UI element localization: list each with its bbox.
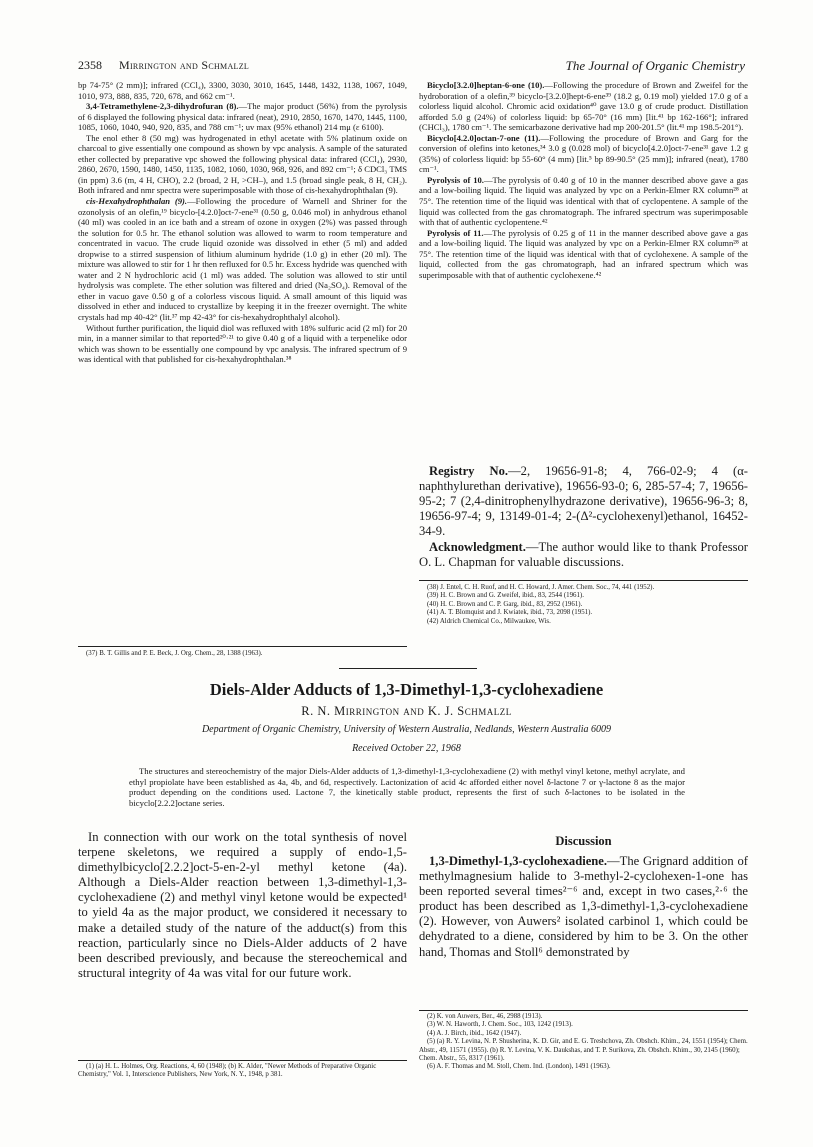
registry-heading: Registry No. (429, 464, 509, 478)
received-date: Received October 22, 1968 (352, 743, 461, 754)
paragraph: 3,4-Tetramethylene-2,3-dihydrofuran (8).—The major product (56%) from the pyrolysis of 6 displayed the following physical data: infrared (neat), 2910, 2850, 1670, 1470, 1445, 1100, 1085, 1060, 1040, 940, 920, 835, and 788 cm⁻¹; uv max (95% ethanol) 214 mμ (ε 6100). (78, 101, 407, 133)
footnote: (6) A. F. Thomas and M. Stoll, Chem. Ind. (London), 1491 (1963). (427, 1063, 611, 1071)
affiliation: Department of Organic Chemistry, University of Western Australia, Nedlands, Western Australia 6009 (201, 724, 612, 735)
footnote: (38) J. Entel, C. H. Ruof, and H. C. Howard, J. Amer. Chem. Soc., 74, 441 (1952). (427, 584, 655, 591)
paragraph: cis-Hexahydrophthalan (9).—Following the procedure of Warnell and Shriner for the ozonolysis of an olefin,¹⁹ bicyclo-[4.2.0]oct-7-ene³¹ (0.50 g, 0.046 mol) in anhydrous ethanol (40 ml) was cooled in an ice bath and a stream of ozone in oxygen (2%) was passed through the solution for 0.5 hr. The ethanol solution was allowed to warm to room temperature and concentrated in vacuo. The crude liquid ozonide was dissolved in ether (5 ml) and added dropwise to a stirred suspension of lithium aluminum hydride (1.0 g) in ether (20 ml). The mixture was allowed to stir for 1 hr then refluxed for 0.5 hr. Excess hydride was quenched with water and 2 N hydrochloric acid (1 ml) was added. The solution was allowed to stir until hydrolysis was complete. The ether solution was filtered and dried (Na₂SO₄). Removal of the ether in vacuo gave 0.50 g of a colorless viscous liquid. A small amount of this liquid was dissolved in ether and induced to crystallize by keeping it in the freezer overnight. The white crystals had mp 40-42° (lit.³⁷ mp 42-43° for cis-hexahydrophthalyl alcohol). (78, 196, 407, 323)
acknowledgment-heading: Acknowledgment. (429, 540, 526, 554)
running-authors: Mirrington and Schmalzl (119, 58, 250, 72)
discussion-subheading: 1,3-Dimethyl-1,3-cyclohexadiene. (429, 854, 608, 868)
footnote-divider (78, 1060, 407, 1061)
paragraph-heading: 3,4-Tetramethylene-2,3-dihydrofuran (8). (86, 101, 239, 112)
acknowledgment: Acknowledgment.—The author would like to thank Professor O. L. Chapman for valuable discussions. (419, 540, 748, 570)
discussion-heading: Discussion (555, 834, 612, 848)
paragraph: 1,3-Dimethyl-1,3-cyclohexadiene.—The Grignard addition of methylmagnesium halide to 3-methyl-2-cyclohexen-1-one has been reported several times²⁻⁶ and, except in two cases,²·⁶ the product has been described as 1,3-dimethyl-1,3-cyclohexadiene (2). However, von Auwers² isolated carbinol 1, which could be dehydrated to a diene, considered by him to be 3. On the other hand, Thomas and Stoll⁶ demonstrated by (419, 854, 748, 959)
abstract: The structures and stereochemistry of the major Diels-Alder adducts of 1,3-dimethyl-1,3-cyclohexadiene (2) with methyl vinyl ketone, methyl acrylate, and ethyl propiolate have been established as 4a, 4b, and 6d, respectively. Lactonization of acid 4c afforded either novel δ-lactone 7 or γ-lactone 8 as the major product depending on the conditions used. Lactone 7, the kinetically stable product, represents the first of such δ-lactones to be isolated in the bicyclo[2.2.2]octane series. (129, 766, 685, 808)
footnote-divider (78, 646, 407, 647)
footnote: (39) H. C. Brown and G. Zweifel, ibid., 83, 2544 (1961). (427, 592, 584, 600)
paragraph-heading: Pyrolysis of 11. (427, 227, 484, 238)
paragraph: Bicyclo[4.2.0]octan-7-one (11).—Following the procedure of Brown and Garg for the conversion of olefins into ketones,³⁴ 3.0 g (0.028 mol) of bicyclo[4.2.0]oct-7-ene³¹ gave 1.2 g (35%) of colorless liquid: bp 55-60° (4 mm) [lit.⁵ bp 89-90.5° (25 mm)]; infrared (neat), 1780 cm⁻¹. (419, 132, 748, 175)
running-journal: The Journal of Organic Chemistry (565, 58, 745, 73)
article-title: Diels-Alder Adducts of 1,3-Dimethyl-1,3-cyclohexadiene (209, 680, 604, 699)
paragraph: The enol ether 8 (50 mg) was hydrogenated in ethyl acetate with 5% platinum oxide on charcoal to give essentially one compound as shown by vpc analysis. A sample of the saturated ether collected by preparative vpc showed the following physical data: infrared (CCl₄), 2930, 2860, 2670, 1590, 1480, 1450, 1135, 1082, 1060, 1030, 968, 926, and 892 cm⁻¹; δ CDCl₃ TMS (in ppm) 3.6 (m, 4 H, CHO), 2.2 (broad, 2 H, >CH–), and 1.5 (broad single peak, 8 H, CH₂). Both infrared and nmr spectra were superimposable with those of cis-hexahydrophthalan (9). (78, 132, 407, 196)
article-separator (339, 668, 477, 669)
footnote-divider (419, 580, 748, 581)
article-authors: R. N. Mirrington and K. J. Schmalzl (301, 704, 512, 718)
footnotes-discussion (419, 1013, 748, 1072)
paragraph-heading: Bicyclo[4.2.0]octan-7-one (11). (427, 132, 541, 143)
footnote: (5) (a) R. Y. Levina, N. P. Shusherina, K. D. Gir, and E. G. Treshchova, Zh. Obshch. Khim., 24, 1551 (1954); Chem. Abstr., 49, 11571 (1955). (b) R. Y. Levina, V. K. Daukshas, and T. P. Surikova, Zh. Obshch. Khim., 30, 2145 (1960); Chem. Abstr., 55, 8317 (1961). (419, 1038, 748, 1063)
discussion (419, 854, 748, 960)
paragraph: Pyrolysis of 10.—The pyrolysis of 0.40 g of 10 in the manner described above gave a gas and a low-boiling liquid. The liquid was analyzed by vpc on a Perkin-Elmer RX column²⁸ at 75°. The retention time of the liquid was identical with that of cyclopentene. A sample of the liquid was collected from the gas chromatograph. The infrared spectrum was superimposable with that of authentic cyclopentene.⁴² (419, 174, 748, 228)
page-number: 2358 (78, 58, 102, 72)
footnote: (1) (a) H. L. Holmes, Org. Reactions, 4, 60 (1948); (b) K. Alder, "Newer Methods of Preparative Organic Chemistry," Vol. 1, Interscience Publishers, New York, N. Y., 1948, p 381. (78, 1063, 377, 1079)
paragraph-heading: Bicyclo[3.2.0]heptan-6-one (10). (427, 80, 545, 90)
paragraph: In connection with our work on the total synthesis of novel terpene skeletons, we required a supply of endo-1,5-dimethylbicyclo[2.2.2]oct-5-en-2-yl methyl ketone (4a). Although a Diels-Alder reaction between 1,3-dimethyl-1,3-cyclohexadiene (2) and methyl vinyl ketone would be expected¹ to yield 4a as the major product, we considered it necessary to make a detailed study of the nature of the adduct(s) from this reaction, particularly since no Diels-Alder adducts of 2 have been described previously, and because the stereochemical and structural integrity of 4a was vital for our future work. (78, 830, 407, 980)
footnote: (4) A. J. Birch, ibid., 1642 (1947). (427, 1029, 522, 1037)
paragraph-heading: cis-Hexahydrophthalan (9). (86, 196, 188, 207)
paragraph: Without further purification, the liquid diol was refluxed with 18% sulfuric acid (2 ml) for 20 min, in a manner similar to that reported²⁰·²¹ to give 0.40 g of a liquid with a terpenelike odor which was shown to be essentially one compound by vpc analysis. The infrared spectrum of 9 was identical with that published for cis-hexahydrophthalan.³⁸ (78, 322, 407, 365)
footnote: (37) B. T. Gillis and P. E. Beck, J. Org. Chem., 28, 1388 (1963). (86, 650, 263, 657)
footnote: (42) Aldrich Chemical Co., Milwaukee, Wis. (427, 617, 551, 625)
footnote: (41) A. T. Blomquist and J. Kwiatek, ibid., 73, 2098 (1951). (427, 609, 593, 617)
footnote: (40) H. C. Brown and C. P. Garg, ibid., 83, 2952 (1961). (427, 600, 583, 608)
footnotes-right (419, 584, 748, 626)
paragraph-heading: Pyrolysis of 10. (427, 174, 484, 185)
footnote: (3) W. N. Haworth, J. Chem. Soc., 103, 1242 (1913). (427, 1021, 573, 1029)
paragraph: Bicyclo[3.2.0]heptan-6-one (10).—Following the procedure of Brown and Zweifel for the hydroboration of a olefin,³⁹ bicyclo-[3.2.0]hept-6-ene³⁹ (18.2 g, 0.19 mol) yielded 17.0 g of a colorless liquid alcohol. Chromic acid oxidation⁴⁰ gave 13.0 g of crude product. Distillation afforded 5.0 g (24%) of colorless liquid: bp 65-70° (16 mm) [lit.⁴¹ bp 162-166°]; infrared (CHCl₃), 1780 cm⁻¹. The semicarbazone derivative had mp 200-201.5° (lit.⁴¹ mp 198.5-201°). (419, 80, 748, 133)
paragraph: Pyrolysis of 11.—The pyrolysis of 0.25 g of 11 in the manner described above gave a gas and a low-boiling liquid. The liquid was analyzed by vpc on a Perkin-Elmer RX column²⁸ at 75°. The retention time of the liquid was identical with that of cyclohexene. A sample of the liquid, collected from the gas chromatograph, had an infrared spectrum which was superimposable with that of authentic cyclohexene.⁴² (419, 227, 748, 280)
footnote-divider (419, 1010, 748, 1011)
paragraph: bp 74-75° (2 mm)]; infrared (CCl₄), 3300, 3030, 3010, 1645, 1448, 1432, 1138, 1067, 1049, 1010, 973, 888, 835, 720, 678, and 662 cm⁻¹. (78, 80, 407, 101)
registry-numbers: Registry No.—2, 19656-91-8; 4, 766-02-9; 4 (α-naphthylurethan derivative), 19656-93-0; 6, 285-57-4; 7, 19656-95-2; 7 (2,4-dinitrophenylhydrazone derivative), 19656-96-3; 8, 19656-97-4; 9, 13149-01-4; 2-(Δ²-cyclohexenyl)ethanol, 16452-34-9. (419, 464, 748, 539)
footnote: (2) K. von Auwers, Ber., 46, 2988 (1913). (427, 1013, 543, 1020)
right-column (419, 80, 748, 280)
introduction (78, 830, 407, 981)
left-column (78, 80, 407, 365)
